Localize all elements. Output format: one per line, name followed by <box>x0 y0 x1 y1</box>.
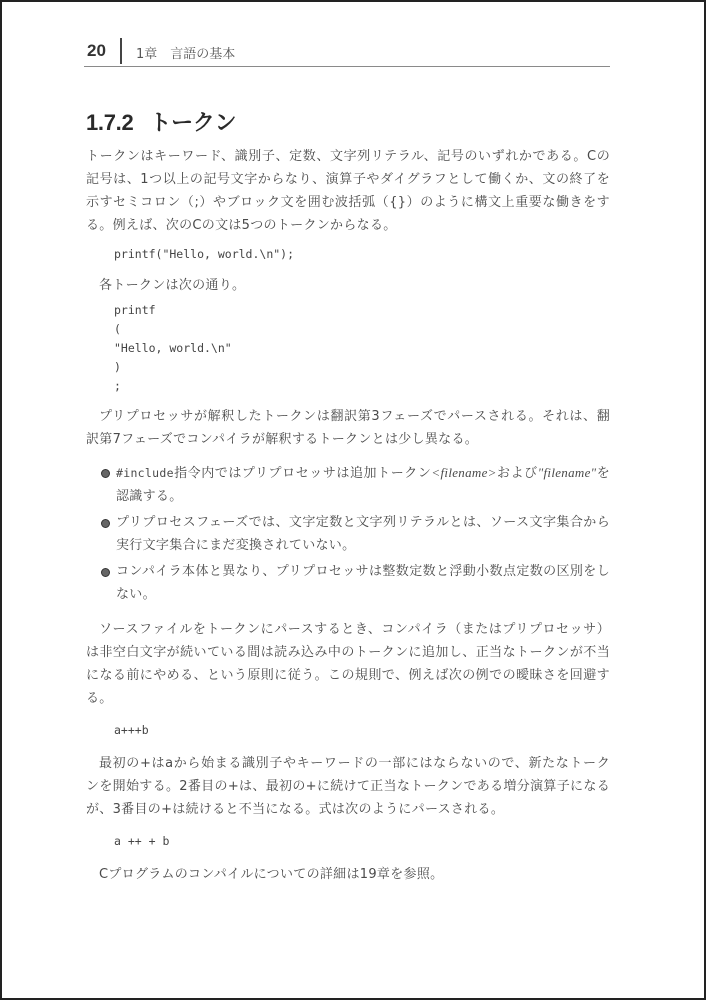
token-line: ; <box>114 379 121 393</box>
token-line: ( <box>114 322 121 336</box>
paragraph-1: トークンはキーワード、識別子、定数、文字列リテラル、記号のいずれかである。Cの記号は、1つ以上の記号文字からなり、演算子やダイグラフとして働くか、文の終了を示すセミコロン（;）やブロック文を囲む波括弧（{}）のように構文上重要な働きをする。例えば、次のCの文は5つのトークンからなる。 <box>86 149 610 233</box>
header-separator <box>120 38 122 64</box>
page-number: 20 <box>87 41 106 60</box>
page-header <box>84 40 610 67</box>
section-title: トークン <box>149 110 237 135</box>
page-content <box>86 106 610 886</box>
section-number: 1.7.2 <box>86 110 134 135</box>
list-item-text: 指令内ではプリプロセッサは追加トークン <box>173 466 432 481</box>
list-item <box>86 461 610 508</box>
chapter-title: 1章 言語の基本 <box>136 47 236 62</box>
token-line: "Hello, world.\n" <box>114 341 232 355</box>
filename-angle: <filename> <box>431 465 497 480</box>
bullet-icon <box>101 469 110 478</box>
list-item-text: コンパイラ本体と異なり、プリプロセッサは整数定数と浮動小数点定数の区別をしない。 <box>116 564 610 602</box>
list-item-text: プリプロセスフェーズでは、文字定数と文字列リテラルとは、ソース文字集合から実行文字集合にまだ変換されていない。 <box>116 515 610 553</box>
paragraph-3: プリプロセッサが解釈したトークンは翻訳第3フェーズでパースされる。それは、翻訳第7フェーズでコンパイラが解釈するトークンとは少し異なる。 <box>86 409 610 447</box>
list-item-text: を認識する。 <box>116 466 610 504</box>
bullet-icon <box>101 568 110 577</box>
list-item-text: および <box>496 466 538 481</box>
token-line: printf <box>114 303 156 317</box>
list-item <box>86 511 610 557</box>
paragraph-6: Cプログラムのコンパイルについての詳細は19章を参照。 <box>99 867 444 882</box>
paragraph-4: ソースファイルをトークンにパースするとき、コンパイラ（またはプリプロセッサ）は非空白文字が続いている間は読み込み中のトークンに追加し、正当なトークンが不当になる前にやめる、という原則に従う。この規則で、例えば次の例での曖昧さを回避する。 <box>86 622 610 706</box>
bullet-list <box>86 461 610 606</box>
code-example-ambiguous: a+++b <box>114 723 149 737</box>
section-heading <box>86 106 610 137</box>
paragraph-2: 各トークンは次の通り。 <box>99 278 246 293</box>
list-item <box>86 560 610 606</box>
include-code: #include <box>116 466 174 480</box>
code-example-printf: printf("Hello, world.\n"); <box>114 247 295 261</box>
token-line: ) <box>114 360 121 374</box>
token-list <box>86 301 610 396</box>
filename-quoted: "filename" <box>537 465 597 480</box>
bullet-icon <box>101 519 110 528</box>
code-example-parsed: a ++ + b <box>114 834 170 848</box>
paragraph-5: 最初の+はaから始まる識別子やキーワードの一部にはならないので、新たなトークンを開始する。2番目の+は、最初の+に続けて正当なトークンである増分演算子になるが、3番目の+は続けると不当になる。式は次のようにパースされる。 <box>86 756 610 817</box>
